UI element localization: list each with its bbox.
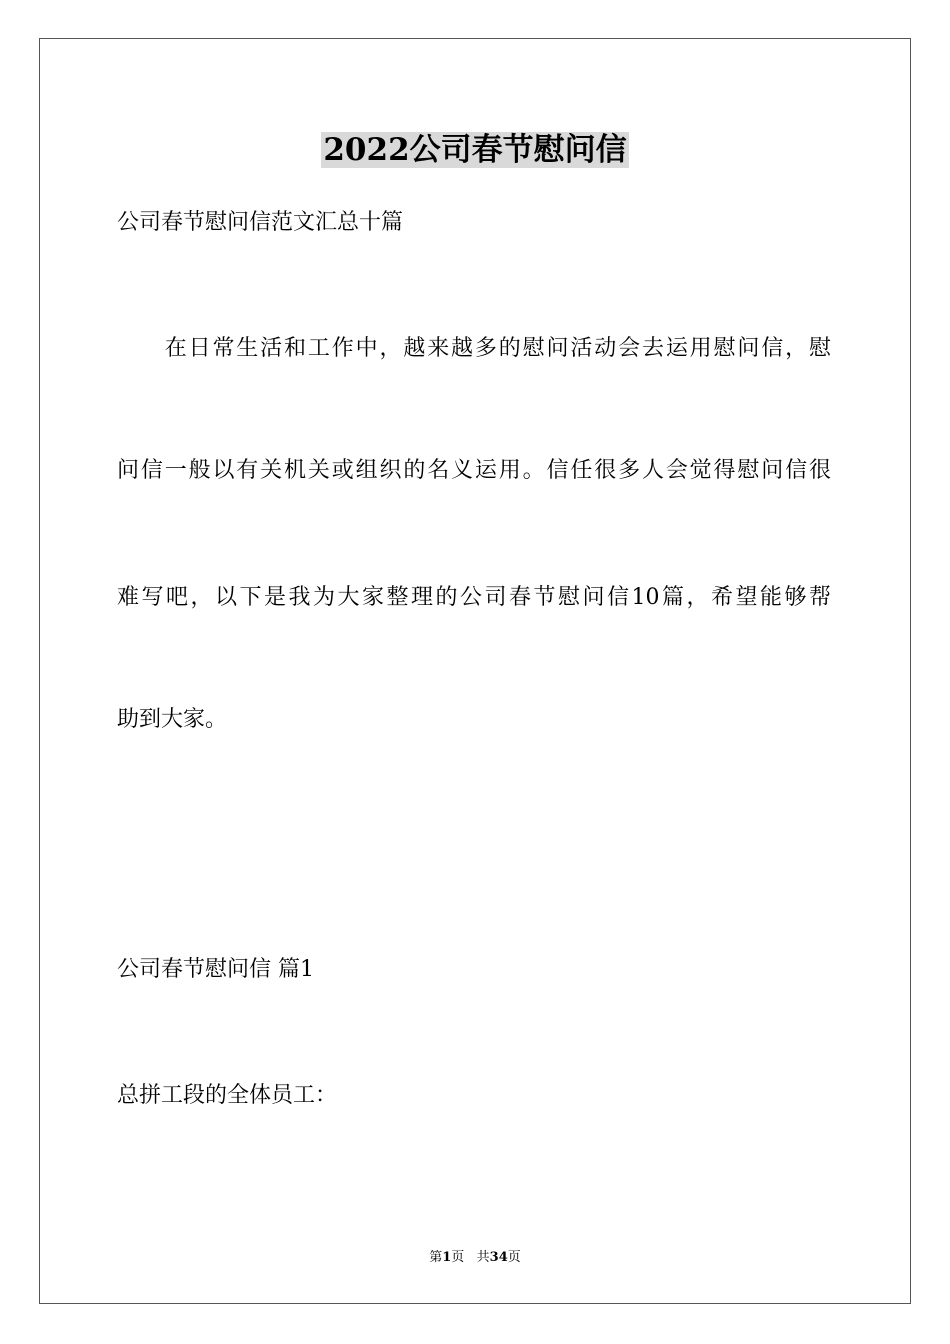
footer-middle: 页 共 <box>451 1250 490 1265</box>
intro-line-1: 在日常生活和工作中，越来越多的慰问活动会去运用慰问信，慰 <box>117 336 831 361</box>
intro-line-3: 难写吧，以下是我为大家整理的公司春节慰问信10篇，希望能够帮 <box>117 585 831 610</box>
document-subtitle: 公司春节慰问信范文汇总十篇 <box>117 210 404 235</box>
footer-current-page: 1 <box>442 1250 452 1265</box>
document-title <box>0 128 950 172</box>
document-title-text: 2022公司春节慰问信 <box>323 132 627 168</box>
intro-line-4: 助到大家。 <box>117 707 228 732</box>
footer-prefix: 第 <box>429 1250 443 1265</box>
section-heading: 公司春节慰问信 篇1 <box>117 957 314 982</box>
page-footer <box>0 1249 950 1267</box>
salutation: 总拼工段的全体员工： <box>117 1083 338 1108</box>
intro-line-2: 问信一般以有关机关或组织的名义运用。信任很多人会觉得慰问信很 <box>117 458 831 483</box>
footer-suffix: 页 <box>507 1250 521 1265</box>
footer-total-pages: 34 <box>489 1250 508 1265</box>
